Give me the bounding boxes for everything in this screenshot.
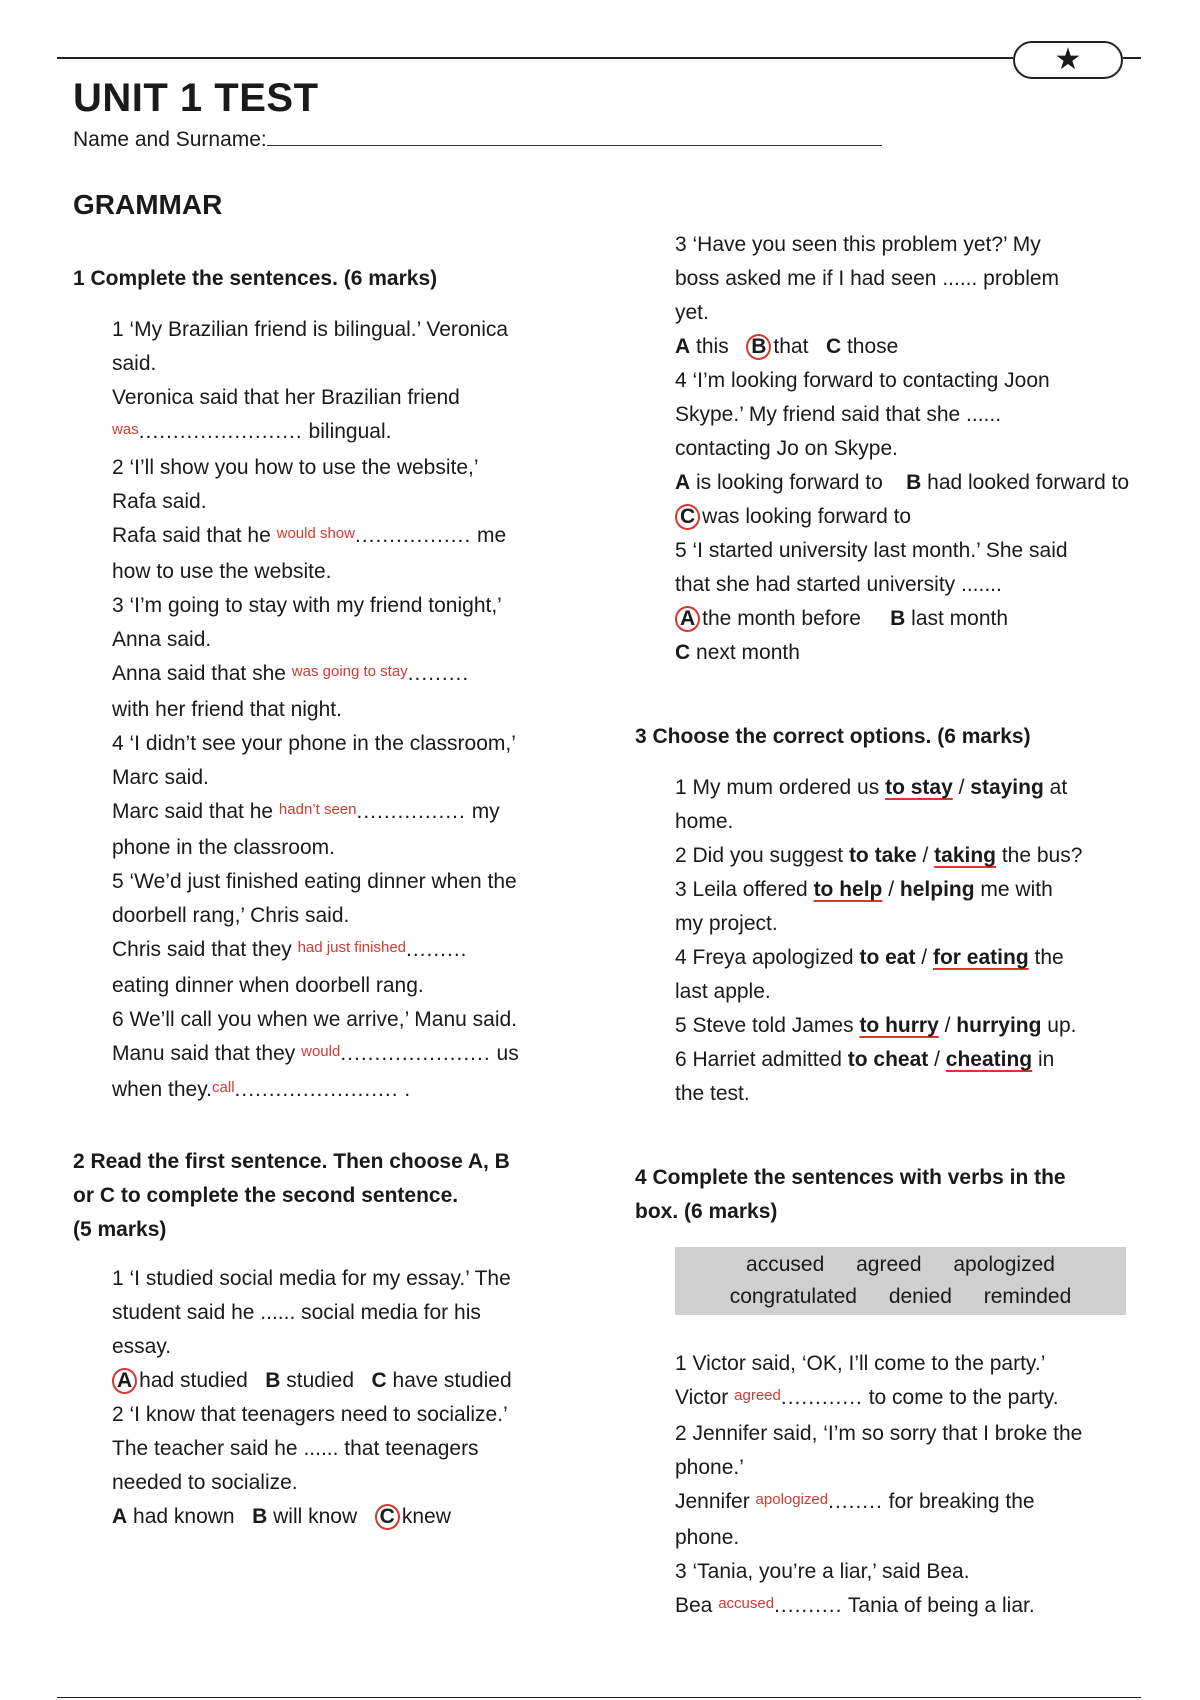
ex4-q3-answer[interactable]: accused	[718, 1595, 775, 1612]
ex1-q6-quote: 6 We’ll call you when we arrive,’ Manu said.	[112, 1008, 518, 1031]
ex1-q1-line: Veronica said that her Brazilian friend	[112, 386, 460, 409]
ex4-q1-answer-line: Victor agreed............ to come to the party.	[675, 1386, 1059, 1409]
ex1-items	[112, 313, 519, 1109]
ex3-q2-option-1[interactable]: to take	[848, 844, 917, 867]
top-rule-right	[1123, 57, 1141, 59]
ex3-q4: 4 Freya apologized to eat / for eating the	[675, 946, 1064, 969]
ex3-q5-option-1-selected[interactable]: to hurry	[859, 1014, 939, 1037]
ex3-q2-option-2-selected[interactable]: taking	[934, 844, 996, 867]
ex3-q6-option-2-selected[interactable]: cheating	[945, 1048, 1033, 1071]
star-icon: ★	[1054, 43, 1082, 76]
ex3-q4-option-1[interactable]: to eat	[859, 946, 916, 969]
ex4-q2-quote-cont: phone.’	[675, 1456, 744, 1479]
option-b-selected[interactable]: B	[746, 334, 771, 360]
ex1-q6-answer-line-2: when they.call........................ .	[112, 1078, 411, 1101]
option-b[interactable]: B	[252, 1505, 268, 1528]
name-input-line[interactable]	[267, 127, 882, 146]
option-c[interactable]: C	[675, 641, 691, 664]
ex1-q1-quote-cont: said.	[112, 352, 157, 375]
verb-box-row: accused agreed apologized	[746, 1253, 1055, 1276]
ex2-q4-options: A is looking forward to B had looked forward to	[675, 471, 1130, 494]
ex1-q3-quote-cont: Anna said.	[112, 628, 212, 651]
ex3-q1-option-1-selected[interactable]: to stay	[885, 776, 953, 799]
ex2-q2-line: 2 ‘I know that teenagers need to socialize.’	[112, 1403, 508, 1426]
ex3-q3: 3 Leila offered to help / helping me with	[675, 878, 1053, 901]
ex1-q4-quote: 4 ‘I didn’t see your phone in the classroom,’	[112, 732, 516, 755]
option-a-selected[interactable]: A	[675, 606, 700, 632]
ex1-q6-answer[interactable]: would	[301, 1043, 341, 1060]
ex1-q3-answer-line: Anna said that she was going to stay.........	[112, 662, 470, 685]
ex2-q1-options: A had studied B studied C have studied	[112, 1364, 512, 1398]
ex1-q5-quote: 5 ‘We’d just finished eating dinner when the	[112, 870, 517, 893]
ex2-items-right	[675, 228, 1129, 670]
ex2-q2-line: The teacher said he ...... that teenagers	[112, 1437, 479, 1460]
option-b[interactable]: B	[890, 607, 906, 630]
ex3-q6: 6 Harriet admitted to cheat / cheating in	[675, 1048, 1055, 1071]
ex2-q3-line: 3 ‘Have you seen this problem yet?’ My	[675, 233, 1041, 256]
ex2-q4-line: Skype.’ My friend said that she ......	[675, 403, 1002, 426]
ex1-q3-cont: with her friend that night.	[112, 698, 342, 721]
ex1-q2-answer-line: Rafa said that he would show................. me	[112, 524, 507, 547]
ex3-q5: 5 Steve told James to hurry / hurrying up.	[675, 1014, 1077, 1037]
ex2-q4-options-cont: C was looking forward to	[675, 500, 1129, 534]
ex2-q4-line: contacting Jo on Skype.	[675, 437, 898, 460]
ex4-q2-answer[interactable]: apologized	[755, 1491, 829, 1508]
ex2-heading: 2 Read the first sentence. Then choose A, B or C to complete the second sentence. (5 marks)	[73, 1150, 510, 1241]
ex3-q6-cont: the test.	[675, 1082, 750, 1105]
ex1-heading: 1 Complete the sentences. (6 marks)	[73, 267, 438, 290]
ex2-q3-options: A this B that C those	[675, 335, 899, 358]
ex4-items	[675, 1347, 1082, 1625]
ex2-q1-line: student said he ...... social media for his	[112, 1301, 481, 1324]
ex3-q2: 2 Did you suggest to take / taking the bus?	[675, 844, 1083, 867]
ex3-q4-option-2-selected[interactable]: for eating	[932, 946, 1029, 969]
ex2-q2-options: A had known B will know C knew	[112, 1505, 451, 1528]
page-title: UNIT 1 TEST	[73, 76, 319, 120]
ex1-q4-cont: phone in the classroom.	[112, 836, 335, 859]
ex4-q3-quote: 3 ‘Tania, you’re a liar,’ said Bea.	[675, 1560, 970, 1583]
ex2-q5-options: A the month before B last month	[675, 602, 1129, 636]
ex3-q3-cont: my project.	[675, 912, 778, 935]
ex2-q3-line: boss asked me if I had seen ...... problem	[675, 267, 1060, 290]
ex3-q4-cont: last apple.	[675, 980, 771, 1003]
ex1-q5-answer-line: Chris said that they had just finished.........	[112, 938, 468, 961]
ex2-q3-line: yet.	[675, 301, 709, 324]
option-a[interactable]: A	[675, 471, 691, 494]
ex1-q1-answer-line: was........................ bilingual.	[112, 420, 392, 443]
section-title: GRAMMAR	[73, 189, 223, 220]
ex3-q5-option-2[interactable]: hurrying	[956, 1014, 1042, 1037]
ex3-q3-option-2[interactable]: helping	[899, 878, 975, 901]
ex1-q2-answer[interactable]: would show	[276, 525, 355, 542]
ex2-q5-line: 5 ‘I started university last month.’ She said	[675, 539, 1068, 562]
ex1-q5-answer[interactable]: had just finished	[297, 939, 406, 956]
ex3-items	[675, 771, 1082, 1111]
ex3-q1-cont: home.	[675, 810, 734, 833]
ex4-q2-cont: phone.	[675, 1526, 740, 1549]
ex1-q2-quote: 2 ‘I’ll show you how to use the website,’	[112, 456, 479, 479]
option-c-selected[interactable]: C	[375, 1504, 400, 1530]
option-c[interactable]: C	[825, 335, 842, 358]
ex2-items-left	[112, 1262, 512, 1534]
ex2-q1-line: 1 ‘I studied social media for my essay.’ The	[112, 1267, 511, 1290]
name-field	[73, 127, 882, 152]
ex4-q2-quote: 2 Jennifer said, ‘I’m so sorry that I broke the	[675, 1422, 1083, 1445]
option-a[interactable]: A	[675, 335, 691, 358]
ex1-q4-answer[interactable]: hadn’t seen	[278, 801, 357, 818]
name-label: Name and Surname:	[73, 128, 267, 151]
option-b[interactable]: B	[265, 1369, 281, 1392]
ex4-q1-quote: 1 Victor said, ‘OK, I’ll come to the party.’	[675, 1352, 1046, 1375]
ex1-q1-quote: 1 ‘My Brazilian friend is bilingual.’ Veronica	[112, 318, 509, 341]
option-c[interactable]: C	[371, 1369, 387, 1392]
ex1-q4-answer-line: Marc said that he hadn’t seen................ my	[112, 800, 500, 823]
verb-box-row: congratulated denied reminded	[729, 1285, 1072, 1308]
verb-box	[675, 1247, 1126, 1315]
ex2-q2-line: needed to socialize.	[112, 1471, 298, 1494]
ex2-q4-line: 4 ‘I’m looking forward to contacting Joon	[675, 369, 1050, 392]
ex4-heading: 4 Complete the sentences with verbs in the box. (6 marks)	[635, 1166, 1066, 1223]
ex1-q2-quote-cont: Rafa said.	[112, 490, 207, 513]
ex3-q6-option-1[interactable]: to cheat	[847, 1048, 929, 1071]
ex1-q2-cont: how to use the website.	[112, 560, 332, 583]
ex1-q3-answer[interactable]: was going to stay	[291, 663, 408, 680]
ex1-q4-quote-cont: Marc said.	[112, 766, 209, 789]
ex2-q5-line: that she had started university .......	[675, 573, 1002, 596]
ex1-q3-quote: 3 ‘I’m going to stay with my friend tonight,’	[112, 594, 502, 617]
ex4-q1-answer[interactable]: agreed	[734, 1387, 781, 1404]
star-badge	[1013, 41, 1123, 79]
option-b[interactable]: B	[906, 471, 922, 494]
ex1-q6-answer-line: Manu said that they would...................... us	[112, 1042, 519, 1065]
bottom-rule	[57, 1697, 1141, 1698]
ex4-q2-answer-line: Jennifer apologized........ for breaking the	[675, 1490, 1035, 1513]
ex3-q1: 1 My mum ordered us to stay / staying at	[675, 776, 1068, 799]
ex1-q1-answer[interactable]: was	[112, 421, 139, 438]
ex2-q1-line: essay.	[112, 1335, 172, 1358]
option-c-selected[interactable]: C	[675, 504, 700, 530]
ex4-q3-answer-line: Bea accused.......... Tania of being a liar.	[675, 1594, 1035, 1617]
ex1-q6-answer-2[interactable]: call	[212, 1079, 235, 1096]
ex3-q1-option-2[interactable]: staying	[970, 776, 1044, 799]
ex1-q5-quote-cont: doorbell rang,’ Chris said.	[112, 904, 350, 927]
ex3-heading: 3 Choose the correct options. (6 marks)	[635, 725, 1031, 748]
option-a[interactable]: A	[112, 1505, 128, 1528]
top-rule	[57, 57, 1013, 59]
ex1-q5-cont: eating dinner when doorbell rang.	[112, 974, 424, 997]
ex2-q5-options-cont: C next month	[675, 641, 800, 664]
option-a-selected[interactable]: A	[112, 1368, 137, 1394]
ex3-q3-option-1-selected[interactable]: to help	[813, 878, 883, 901]
